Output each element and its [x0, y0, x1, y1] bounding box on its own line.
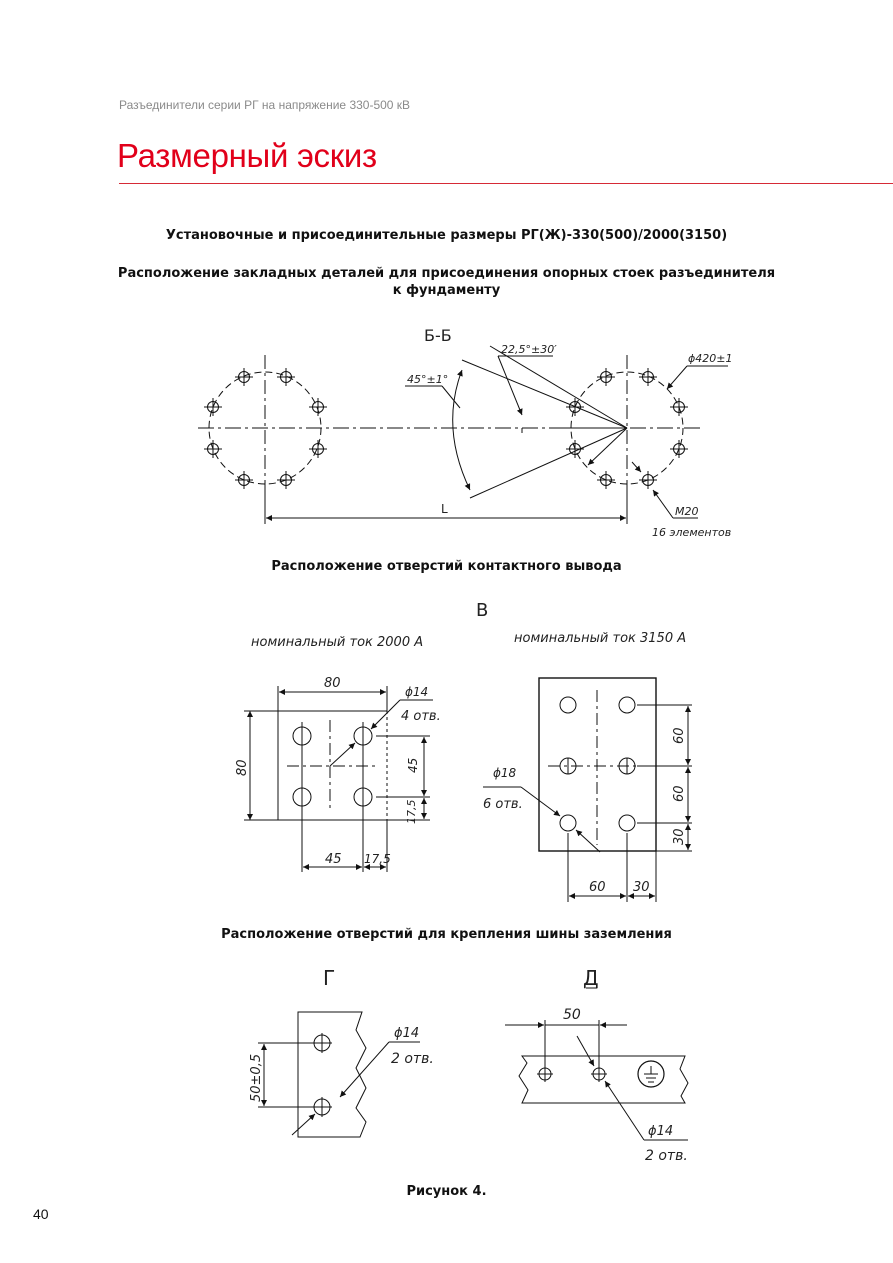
- dim-30-horizontal: 30: [633, 880, 650, 895]
- dim-60-vertical-a: 60: [672, 727, 687, 744]
- grounding-d-drawing: [505, 988, 688, 1140]
- diameter-420-label: ϕ420±1: [688, 352, 733, 365]
- section-v-title: В: [476, 600, 489, 621]
- foundation-heading-line-2: к фундаменту: [392, 283, 501, 298]
- dim-50-tolerance: 50±0,5: [249, 1053, 264, 1102]
- dim-50-d: 50: [563, 1007, 581, 1023]
- dim-80-side: 80: [235, 759, 250, 776]
- contact-heading: Расположение отверстий контактного вывода: [271, 559, 622, 574]
- series-header: Разъединители серии РГ на напряжение 330-500 кВ: [119, 98, 411, 112]
- dim-60-horizontal: 60: [589, 880, 606, 895]
- dim-45-horizontal: 45: [325, 852, 342, 867]
- section-g-title: Г: [323, 966, 336, 990]
- holes-count-2-g: 2 отв.: [391, 1051, 434, 1067]
- current-3150-label: номинальный ток 3150 А: [514, 631, 687, 646]
- holes-count-4: 4 отв.: [401, 709, 441, 724]
- holes-count-2-d: 2 отв.: [645, 1148, 688, 1164]
- dim-60-vertical-b: 60: [672, 785, 687, 802]
- hole-14-d-label: ϕ14: [648, 1124, 674, 1139]
- current-2000-label: номинальный ток 2000 А: [251, 635, 424, 650]
- section-bb-labels: [407, 326, 732, 539]
- section-bb-title: Б-Б: [424, 326, 452, 345]
- contact-2000-labels: [235, 676, 441, 867]
- page-number: 40: [33, 1206, 49, 1222]
- length-l-label: L: [441, 502, 448, 516]
- holes-count-6: 6 отв.: [483, 797, 523, 812]
- section-bb-drawing: [198, 346, 728, 524]
- hole-18-label: ϕ18: [493, 766, 517, 780]
- dim-17-vertical: 17,5: [405, 799, 418, 824]
- grounding-heading: Расположение отверстий для крепления шины заземления: [221, 927, 672, 942]
- main-heading: Установочные и присоединительные размеры РГ(Ж)-330(500)/2000(3150): [165, 228, 728, 243]
- dim-80-top: 80: [324, 676, 341, 691]
- angle-45-label: 45°±1°: [407, 373, 449, 386]
- dim-17-horizontal: 17,5: [364, 852, 391, 866]
- dim-30-vertical: 30: [672, 828, 687, 845]
- dim-45-vertical: 45: [406, 757, 420, 773]
- elements-count-label: 16 элементов: [652, 526, 732, 539]
- figure-caption: Рисунок 4.: [406, 1184, 487, 1199]
- foundation-heading-line-1: Расположение закладных деталей для присоединения опорных стоек разъединителя: [117, 266, 776, 281]
- contact-3150-drawing: [483, 678, 692, 902]
- angle-22-label: 22,5°±30′: [501, 343, 557, 356]
- hole-14-label: ϕ14: [405, 685, 429, 699]
- section-d-title: Д: [583, 966, 599, 990]
- grounding-g-labels: [249, 1026, 434, 1102]
- page-title: Размерный эскиз: [117, 137, 377, 174]
- bolt-m20-label: М20: [675, 505, 699, 518]
- hole-14-g-label: ϕ14: [394, 1026, 420, 1041]
